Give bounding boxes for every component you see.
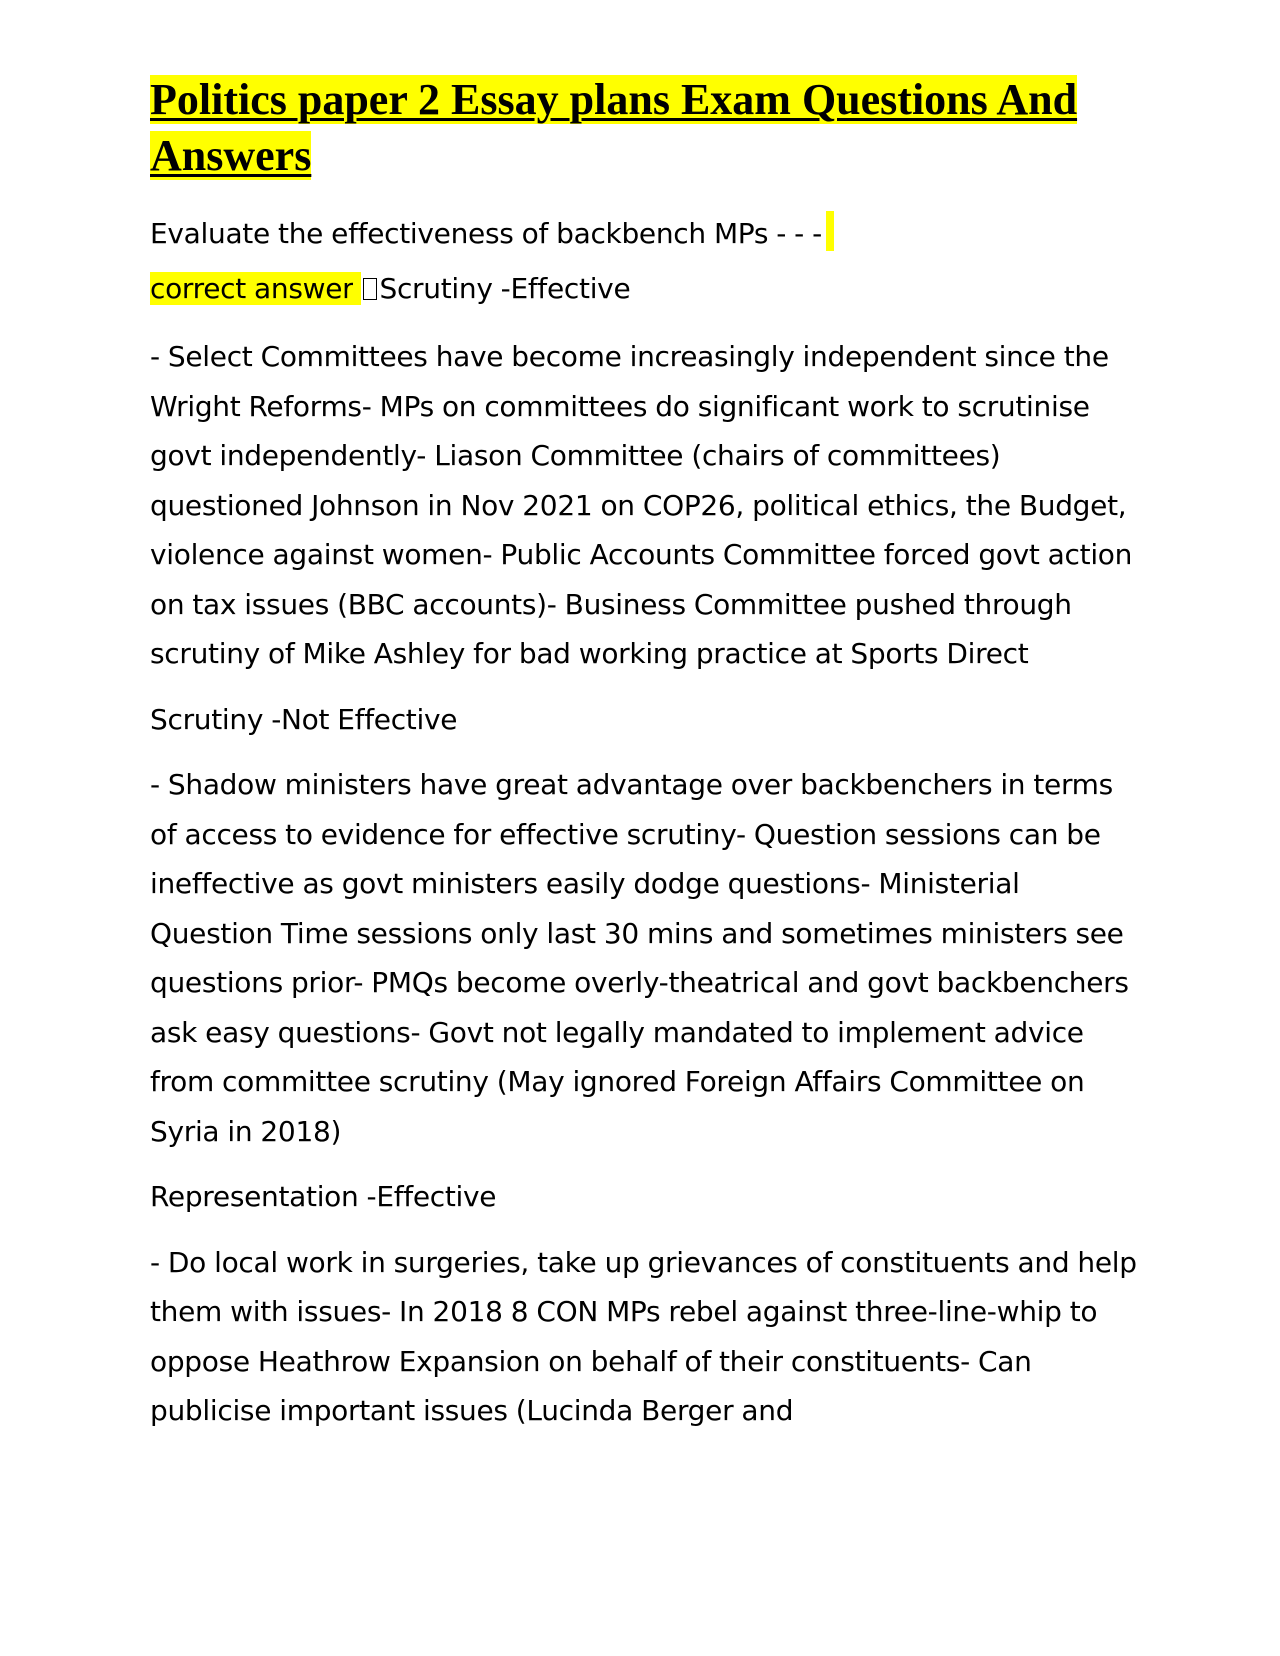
highlight-marker xyxy=(826,211,834,251)
document-title xyxy=(150,72,1140,184)
answer-label: correct answer xyxy=(150,272,354,305)
question-line xyxy=(150,206,1140,261)
section-body-0: - Select Committees have become increasingly independent since the Wright Reforms- MPs on committees do significant work to scrutinise govt independently- Liason Committee (chairs of committees) questioned Johnson in Nov 2021 on COP26, political ethics, the Budget, violence against women- Public Accounts Committee forced govt action on tax issues (BBC accounts)- Business Committee pushed through scrutiny of Mike Ashley for bad working practice at Sports Direct xyxy=(150,340,1133,670)
section-heading-1: Scrutiny -Not Effective xyxy=(150,702,458,736)
document-page xyxy=(150,72,1140,1452)
answer-line xyxy=(150,261,1140,316)
question-text: Evaluate the effectiveness of backbench MPs - - - xyxy=(150,217,822,250)
section-body-2: - Do local work in surgeries, take up grievances of constituents and help them with issues- In 2018 8 CON MPs rebel against three-line-whip to oppose Heathrow Expansion on behalf of their constituents- Can publicise important issues (Lucinda Berger and xyxy=(150,1245,1137,1427)
document-title-text: Politics paper 2 Essay plans Exam Questions And Answers xyxy=(150,75,1078,180)
box-glyph-icon xyxy=(363,278,377,300)
question-block xyxy=(150,206,1140,316)
section-heading-2: Representation -Effective xyxy=(150,1180,497,1213)
section-body-1: - Shadow ministers have great advantage over backbenchers in terms of access to evidence for effective scrutiny- Question sessions can be ineffective as govt ministers easily dodge questions- Ministerial Question Time sessions only last 30 mins and sometimes ministers see questions prior- PMQs become overly-theatrical and govt backbenchers ask easy questions- Govt not legally mandated to implement advice from committee scrutiny (May ignored Foreign Affairs Committee on Syria in 2018) xyxy=(150,768,1129,1148)
section-heading-0: Scrutiny -Effective xyxy=(379,272,631,305)
